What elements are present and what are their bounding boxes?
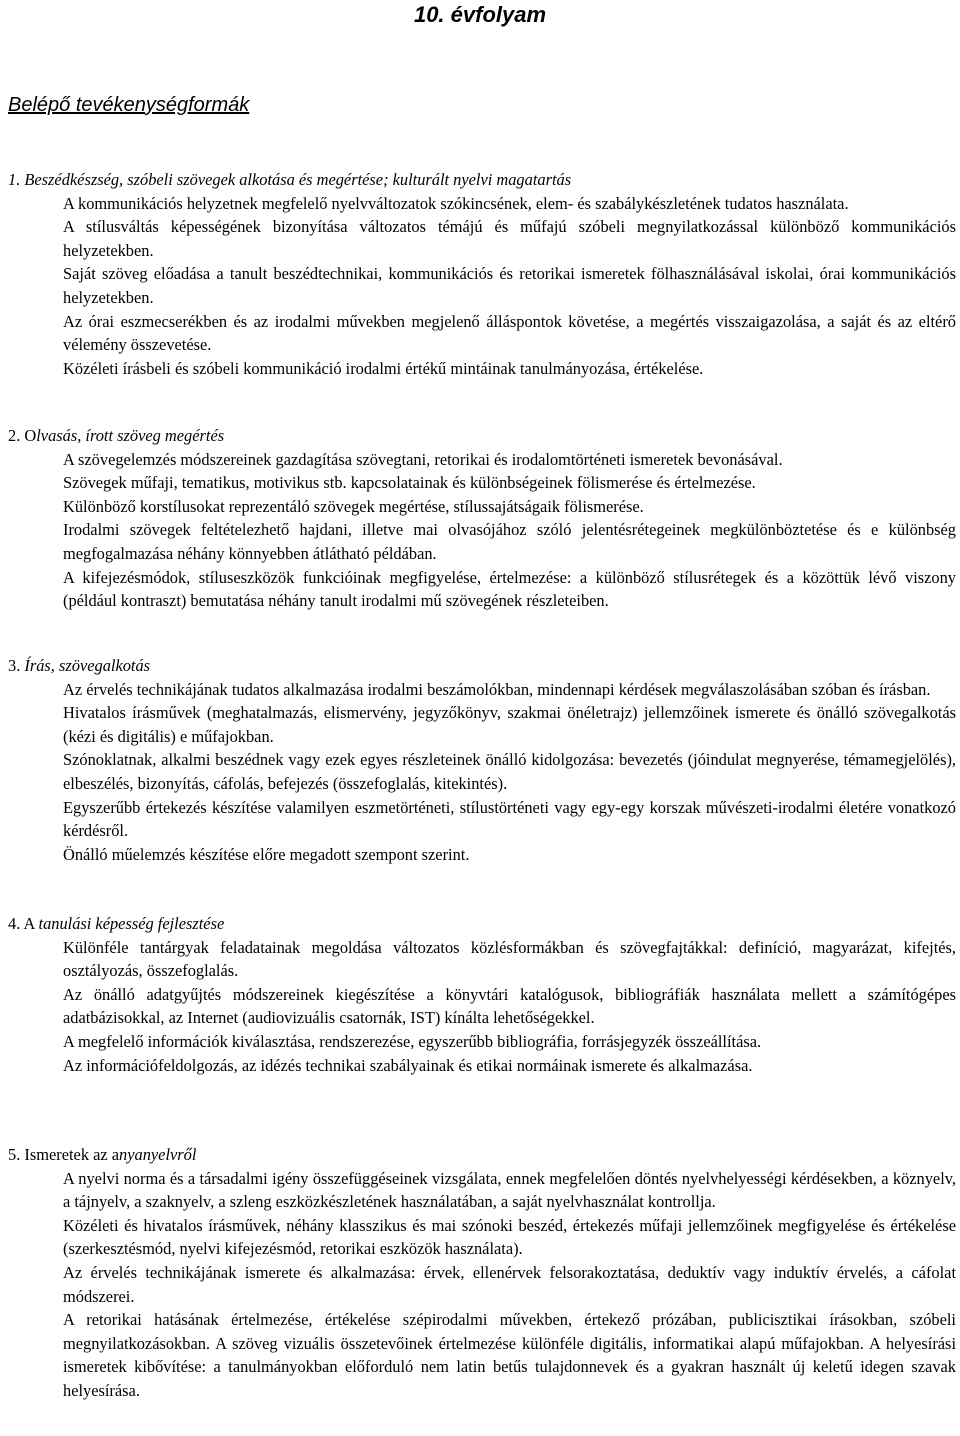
section-number: 5. Ismeretek az a xyxy=(8,1145,120,1164)
paragraph: Az érvelés technikájának ismerete és alkalmazása: érvek, ellenérvek felsorakoztatása, deduktív vagy induktív érvelés, a cáfolat módszerei. xyxy=(63,1262,956,1306)
section-title: Beszédkészség, szóbeli szövegek alkotása és megértése; kulturált nyelvi magatartás xyxy=(24,170,572,189)
page-title: 10. évfolyam xyxy=(413,2,547,27)
section-2 xyxy=(8,424,956,613)
section-title: nyanyelvről xyxy=(119,1145,197,1164)
paragraph: Hivatalos írásművek (meghatalmazás, elismervény, jegyzőkönyv, szakmai önéletrajz) jellemzőinek ismerete és önálló szövegalkotás (kézi és digitális) e műfajokban. xyxy=(63,703,956,746)
paragraph: Az órai eszmecserékben és az irodalmi művekben megjelenő álláspontok követése, a megértés visszaigazolása, a saját és az eltérő vélemény összevetése. xyxy=(63,311,956,355)
paragraph: Az önálló adatgyűjtés módszereinek kiegészítése a könyvtári katalógusok, bibliográfiák használata mellett a számítógépes adatbázisokkal, az Internet (audiovizuális csatornák, IST) kínálta lehetőségekkel. xyxy=(63,984,956,1028)
section-4 xyxy=(8,912,956,1077)
paragraph: Különböző korstílusokat reprezentáló szövegek megértése, stílussajátságaik fölismerése. xyxy=(63,496,644,516)
paragraph: A retorikai hatásának értelmezése, értékelése szépirodalmi művekben, értekező prózában, publicisztikai írásokban, szóbeli megnyilatkozásokban. A szöveg vizuális összetevőinek értelmezése különféle digitális, informatikai alapú műfajokban. A helyesírási ismeretek kibővítése: a tanulmányokban előforduló nem latin betűs tulajdonnevek és a gyakran használt új keletű idegen szavak helyesírása. xyxy=(63,1310,956,1400)
paragraph: A stílusváltás képességének bizonyítása változatos témájú és műfajú szóbeli megnyilatkozással különböző kommunikációs helyzetekben. xyxy=(63,217,956,260)
paragraph: A nyelvi norma és a társadalmi igény összefüggéseinek vizsgálata, ennek megfelelően döntés nyelvhelyességi kérdésekben, a köznyelv, a tájnyelv, a szaknyelv, a szleng eszközkészletének használatában, a saját nyelvhasználat kontrollja. xyxy=(63,1168,956,1212)
paragraph: Szónoklatnak, alkalmi beszédnek vagy ezek egyes részleteinek önálló kidolgozása: bevezetés (jóindulat megnyerése, témamegjelölés), elbeszélés, bizonyítás, cáfolás, befejezés (összefoglalás, kitekintés). xyxy=(63,750,956,793)
paragraph: Egyszerűbb értekezés készítése valamilyen eszmetörténeti, stílustörténeti vagy egy-egy korszak művészeti-irodalmi életére vonatkozó kérdésről. xyxy=(63,797,956,841)
paragraph: Saját szöveg előadása a tanult beszédtechnikai, kommunikációs és retorikai ismeretek fölhasználásával iskolai, órai kommunikációs helyzetekben. xyxy=(63,264,956,307)
section-title: tanulási képesség fejlesztése xyxy=(38,914,225,933)
section-heading xyxy=(8,912,956,936)
paragraph: Önálló műelemzés készítése előre megadott szempont szerint. xyxy=(63,844,470,864)
section-3 xyxy=(8,654,956,866)
paragraph: Az érvelés technikájának tudatos alkalmazása irodalmi beszámolókban, mindennapi kérdések megválaszolásában szóban és írásban. xyxy=(63,679,931,699)
paragraph: Irodalmi szövegek feltételezhető hajdani, illetve mai olvasójához szóló jelentésrétegeinek megkülönböztetése és e különbség megfogalmazása néhány könnyebben átlátható példában. xyxy=(63,520,956,563)
section-heading xyxy=(8,654,956,678)
paragraph: Különféle tantárgyak feladatainak megoldása változatos közlésformákban és szövegfajtákkal: definíció, magyarázat, kifejtés, osztályozás, összefoglalás. xyxy=(63,937,956,981)
section-number: 3. xyxy=(8,656,25,675)
section-number: 2. O xyxy=(8,426,37,445)
paragraph: A szövegelemzés módszereinek gazdagítása szövegtani, retorikai és irodalomtörténeti ismeretek bevonásával. xyxy=(63,449,783,469)
page-subtitle: Belépő tevékenységformák xyxy=(8,94,250,116)
section-heading xyxy=(8,168,956,192)
paragraph: Közéleti és hivatalos írásművek, néhány klasszikus és mai szónoki beszéd, értekezés műfaji jellemzőinek megfigyelése és értékelése (szerkesztésmód, nyelvi kifejezésmód, retorikai eszközök használata). xyxy=(63,1215,956,1259)
section-heading xyxy=(8,424,956,448)
paragraph: A kifejezésmódok, stíluseszközök funkcióinak megfigyelése, értelmezése: a különböző stílusrétegek és a közöttük lévő viszony (például kontraszt) bemutatása néhány tanult irodalmi mű szövegének részleteiben. xyxy=(63,567,956,611)
section-number: 4. A xyxy=(8,914,39,933)
paragraph: Szövegek műfaji, tematikus, motivikus stb. kapcsolatainak és különbségeinek fölismerése és értelmezése. xyxy=(63,473,756,493)
section-heading xyxy=(8,1143,956,1167)
section-5 xyxy=(8,1143,956,1403)
paragraph: Az információfeldolgozás, az idézés technikai szabályainak és etikai normáinak ismerete és alkalmazása. xyxy=(63,1055,753,1075)
section-number: 1. xyxy=(8,170,25,189)
paragraph: Közéleti írásbeli és szóbeli kommunikáció irodalmi értékű mintáinak tanulmányozása, értékelése. xyxy=(63,358,704,378)
section-title: Írás, szövegalkotás xyxy=(24,656,151,675)
paragraph: A kommunikációs helyzetnek megfelelő nyelvváltozatok szókincsének, elem- és szabálykészletének tudatos használata. xyxy=(63,193,849,213)
paragraph: A megfelelő információk kiválasztása, rendszerezése, egyszerűbb bibliográfia, forrásjegyzék összeállítása. xyxy=(63,1031,762,1051)
section-1 xyxy=(8,168,956,380)
section-title: lvasás, írott szöveg megértés xyxy=(36,426,225,445)
